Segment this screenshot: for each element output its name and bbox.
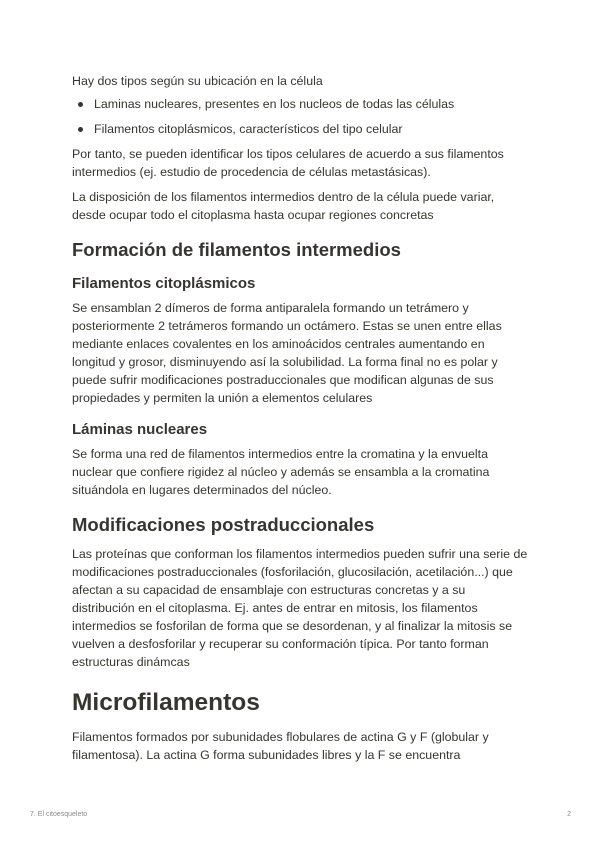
page-content	[72, 72, 528, 764]
list-item	[72, 120, 528, 138]
paragraph: Por tanto, se pueden identificar los tipos celulares de acuerdo a sus filamentos intermedios (ej. estudio de procedencia de células metastásicas).	[72, 147, 504, 179]
list-item	[72, 95, 528, 113]
footer-page-number: 2	[567, 811, 571, 818]
intro-text: Hay dos tipos según su ubicación en la célula	[72, 74, 323, 88]
subheading-filamentos-citoplasmicos: Filamentos citoplásmicos	[72, 275, 256, 292]
section-heading-microfilamentos: Microfilamentos	[72, 689, 260, 716]
bullet-icon	[78, 102, 83, 107]
list-item-text: Filamentos citoplásmicos, característicos del tipo celular	[94, 122, 403, 136]
paragraph: Las proteínas que conforman los filamentos intermedios pueden sufrir una serie de modificaciones postraduccionales (fosforilación, glucosilación, acetilación...) que afectan a su capacidad de ensamblaje con estructuras concretas y a su distribución en el citoplasma. Ej. antes de entrar en mitosis, los filamentos intermedios se fosforilan de forma que se desordenan, y al finalizar la mitosis se vuelven a desfosforilar y recuperar su conformación típica. Por tanto forman estructuras dinámcas	[72, 547, 528, 669]
bullet-icon	[78, 127, 83, 132]
section-heading-formacion: Formación de filamentos intermedios	[72, 239, 401, 260]
list-item-text: Laminas nucleares, presentes en los nucleos de todas las células	[94, 97, 455, 111]
subheading-laminas-nucleares: Láminas nucleares	[72, 421, 208, 438]
bullet-list	[72, 95, 528, 138]
paragraph: Se forma una red de filamentos intermedios entre la cromatina y la envuelta nuclear que confiere rigidez al núcleo y además se ensambla a la cromatina situándola en lugares determinados del núcleo.	[72, 447, 490, 497]
paragraph: La disposición de los filamentos intermedios dentro de la célula puede variar, desde ocupar todo el citoplasma hasta ocupar regiones concretas	[72, 190, 495, 222]
section-heading-modificaciones: Modificaciones postraduccionales	[72, 514, 375, 535]
footer-chapter-title: 7. El citoesqueleto	[30, 811, 88, 818]
paragraph: Se ensamblan 2 dímeros de forma antiparalela formando un tetrámero y posteriormente 2 tetrámeros formando un octámero. Estas se unen entre ellas mediante enlaces covalentes en los aminoácidos centrales aumentando en longitud y grosor, disminuyendo así la solubilidad. La forma final no es polar y puede sufrir modificaciones postraduccionales que modifican algunas de sus propiedades y permiten la unión a elementos celulares	[72, 301, 502, 405]
paragraph: Filamentos formados por subunidades flobulares de actina G y F (globular y filamentosa). La actina G forma subunidades libres y la F se encuentra	[72, 730, 489, 762]
